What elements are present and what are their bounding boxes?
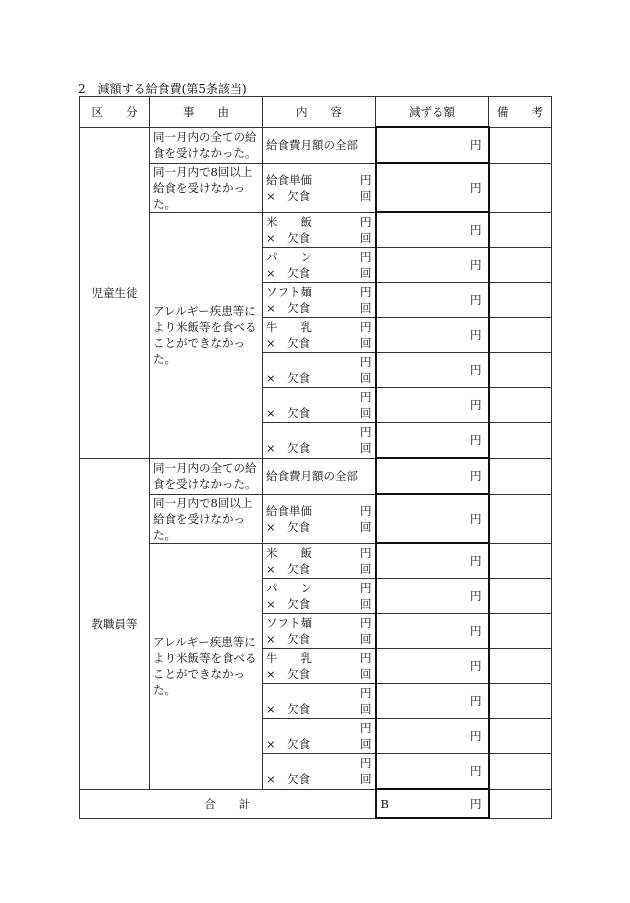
- header-content: 内 容: [263, 97, 376, 128]
- total-row: [80, 789, 552, 818]
- content-label: × 欠食: [266, 561, 311, 576]
- yen-unit: 円: [470, 729, 482, 743]
- section-heading: 2 減額する給食費(第5条該当): [78, 82, 247, 96]
- content-line: [266, 284, 372, 300]
- content-label: 牛 乳: [266, 320, 312, 334]
- table-row: [80, 212, 552, 248]
- amount-input-cell[interactable]: [376, 353, 489, 388]
- amount-input-cell[interactable]: [376, 127, 489, 163]
- content-line: [266, 440, 372, 456]
- yen-unit: 円: [470, 624, 482, 638]
- remarks-cell[interactable]: [489, 754, 552, 790]
- content-cell: [263, 614, 376, 649]
- amount-input-cell[interactable]: [376, 318, 489, 353]
- content-label: × 欠食: [266, 301, 311, 315]
- content-line: [266, 755, 372, 771]
- remarks-cell[interactable]: [489, 283, 552, 318]
- content-label: ソフト麺: [266, 285, 312, 299]
- remarks-cell[interactable]: [489, 163, 552, 212]
- remarks-cell[interactable]: [489, 579, 552, 614]
- content-cell: [263, 754, 376, 790]
- content-line: [266, 701, 372, 717]
- allergy-reason-cell: アレルギー疾患等により米飯等を食べることができなかった。: [150, 212, 263, 458]
- yen-unit: 円: [470, 433, 482, 447]
- content-label: × 欠食: [266, 772, 311, 787]
- table-row: [80, 543, 552, 579]
- yen-unit: 円: [470, 589, 482, 603]
- amount-input-cell[interactable]: [376, 248, 489, 283]
- yen-unit: 円: [470, 223, 482, 237]
- content-unit: 円: [360, 390, 372, 404]
- remarks-cell[interactable]: [489, 543, 552, 579]
- content-unit: 回: [360, 371, 372, 385]
- content-unit: 回: [360, 702, 372, 716]
- table-row: [80, 458, 552, 494]
- content-unit: 円: [360, 503, 372, 518]
- content-label: 米 飯: [266, 214, 312, 229]
- content-line: [266, 545, 372, 561]
- content-unit: 回: [360, 597, 372, 611]
- content-label: × 欠食: [266, 406, 311, 420]
- yen-unit: 円: [470, 659, 482, 673]
- content-unit: 円: [360, 250, 372, 264]
- content-cell: [263, 423, 376, 459]
- content-unit: 回: [360, 772, 372, 787]
- content-unit: 回: [360, 737, 372, 751]
- content-line: [266, 561, 372, 577]
- content-cell: [263, 388, 376, 423]
- yen-unit: 円: [470, 469, 482, 483]
- content-cell: [263, 458, 376, 494]
- content-cell: [263, 283, 376, 318]
- content-line: [266, 615, 372, 631]
- content-line: [266, 720, 372, 736]
- content-label: ソフト麺: [266, 616, 312, 630]
- content-line: [266, 214, 372, 230]
- content-unit: 回: [360, 266, 372, 280]
- yen-unit: 円: [470, 363, 482, 377]
- remarks-cell[interactable]: [489, 494, 552, 543]
- meal-fee-reduction-table: [79, 96, 552, 819]
- header-reason: 事 由: [150, 97, 263, 128]
- yen-unit: 円: [470, 764, 482, 778]
- content-unit: 回: [360, 406, 372, 420]
- content-label: × 欠食: [266, 667, 311, 681]
- content-cell: [263, 163, 376, 212]
- total-unit: 円: [470, 796, 482, 811]
- content-cell: [263, 649, 376, 684]
- amount-input-cell[interactable]: [376, 754, 489, 790]
- content-label: × 欠食: [266, 737, 311, 751]
- content-unit: 円: [360, 285, 372, 299]
- content-line: [266, 736, 372, 752]
- content-unit: 円: [360, 320, 372, 334]
- content-cell: [263, 684, 376, 719]
- content-line: [266, 300, 372, 316]
- content-unit: 回: [360, 561, 372, 576]
- content-line: [266, 249, 372, 265]
- content-unit: 円: [360, 616, 372, 630]
- content-line: [266, 172, 372, 188]
- content-unit: 円: [360, 425, 372, 440]
- total-label: 合 計: [80, 789, 376, 818]
- remarks-cell[interactable]: [489, 388, 552, 423]
- content-unit: 回: [360, 519, 372, 534]
- amount-input-cell[interactable]: [376, 458, 489, 494]
- table-row: [80, 494, 552, 543]
- content-line: [266, 370, 372, 386]
- reason-cell: 同一月内の全ての給食を受けなかった。: [150, 458, 263, 494]
- content-line: [266, 389, 372, 405]
- content-unit: 円: [360, 651, 372, 665]
- content-line: [266, 424, 372, 440]
- yen-unit: 円: [470, 258, 482, 272]
- table-row: [80, 163, 552, 212]
- content-unit: 回: [360, 230, 372, 245]
- content-unit: 円: [360, 721, 372, 735]
- remarks-cell[interactable]: [489, 614, 552, 649]
- content-label: 給食単価: [266, 172, 312, 187]
- amount-input-cell[interactable]: [376, 212, 489, 248]
- content-line: [266, 666, 372, 682]
- content-label: × 欠食: [266, 230, 311, 245]
- header-category: 区 分: [80, 97, 150, 128]
- content-line: [266, 596, 372, 612]
- content-text: 給食費月額の全部: [266, 138, 358, 152]
- header-row: [80, 97, 552, 128]
- allergy-reason-cell: アレルギー疾患等により米飯等を食べることができなかった。: [150, 543, 263, 789]
- content-line: [266, 335, 372, 351]
- content-cell: [263, 248, 376, 283]
- remarks-cell[interactable]: [489, 318, 552, 353]
- remarks-cell[interactable]: [489, 719, 552, 754]
- content-cell: [263, 579, 376, 614]
- content-text: 給食費月額の全部: [266, 469, 358, 483]
- amount-input-cell[interactable]: [376, 283, 489, 318]
- content-line: [266, 685, 372, 701]
- amount-input-cell[interactable]: [376, 163, 489, 212]
- amount-input-cell[interactable]: [376, 649, 489, 684]
- amount-input-cell[interactable]: [376, 494, 489, 543]
- content-unit: 円: [360, 686, 372, 700]
- remarks-cell[interactable]: [489, 212, 552, 248]
- content-unit: 円: [360, 355, 372, 369]
- content-line: [266, 771, 372, 787]
- remarks-cell[interactable]: [489, 458, 552, 494]
- content-label: 給食単価: [266, 503, 312, 518]
- content-cell: [263, 127, 376, 163]
- content-cell: [263, 212, 376, 248]
- content-label: × 欠食: [266, 702, 311, 716]
- amount-input-cell[interactable]: [376, 719, 489, 754]
- remarks-cell[interactable]: [489, 248, 552, 283]
- content-line: [266, 580, 372, 596]
- content-cell: [263, 543, 376, 579]
- content-label: × 欠食: [266, 441, 311, 456]
- total-prefix: B: [380, 796, 389, 811]
- remarks-cell[interactable]: [489, 127, 552, 163]
- content-unit: 回: [360, 667, 372, 681]
- content-line: [266, 405, 372, 421]
- content-label: × 欠食: [266, 371, 311, 385]
- content-label: × 欠食: [266, 519, 311, 534]
- remarks-cell[interactable]: [489, 423, 552, 459]
- content-line: [266, 354, 372, 370]
- content-line: [266, 503, 372, 519]
- amount-input-cell[interactable]: [376, 614, 489, 649]
- content-cell: [263, 353, 376, 388]
- amount-input-cell[interactable]: [376, 543, 489, 579]
- content-unit: 円: [360, 545, 372, 560]
- content-unit: 円: [360, 581, 372, 595]
- content-unit: 回: [360, 301, 372, 315]
- content-unit: 回: [360, 632, 372, 646]
- content-label: 米 飯: [266, 545, 312, 560]
- content-line: [266, 631, 372, 647]
- content-unit: 円: [360, 756, 372, 771]
- yen-unit: 円: [470, 511, 482, 526]
- amount-input-cell[interactable]: [376, 684, 489, 719]
- content-line: [266, 519, 372, 535]
- content-unit: 回: [360, 188, 372, 203]
- header-amount: 減ずる額: [376, 97, 489, 128]
- content-unit: 円: [360, 172, 372, 187]
- yen-unit: 円: [470, 138, 482, 152]
- yen-unit: 円: [470, 293, 482, 307]
- reason-cell: 同一月内で8回以上給食を受けなかった。: [150, 494, 263, 543]
- reason-cell: 同一月内の全ての給食を受けなかった。: [150, 127, 263, 163]
- content-label: × 欠食: [266, 632, 311, 646]
- amount-input-cell[interactable]: [376, 579, 489, 614]
- yen-unit: 円: [470, 180, 482, 195]
- total-amount: [377, 796, 488, 812]
- amount-input-cell[interactable]: [376, 388, 489, 423]
- content-line: [266, 188, 372, 204]
- total-remarks-cell[interactable]: [489, 789, 552, 818]
- remarks-cell[interactable]: [489, 353, 552, 388]
- content-unit: 回: [360, 441, 372, 456]
- yen-unit: 円: [470, 328, 482, 342]
- remarks-cell[interactable]: [489, 649, 552, 684]
- amount-input-cell[interactable]: [376, 423, 489, 459]
- category-cell: 教職員等: [80, 458, 150, 789]
- content-line: [266, 265, 372, 281]
- content-line: [266, 650, 372, 666]
- yen-unit: 円: [470, 694, 482, 708]
- category-cell: 児童生徒: [80, 127, 150, 458]
- table-row: [80, 127, 552, 163]
- content-label: × 欠食: [266, 597, 311, 611]
- content-line: [266, 319, 372, 335]
- total-amount-cell[interactable]: [376, 789, 489, 818]
- content-unit: 円: [360, 214, 372, 229]
- content-line: [266, 230, 372, 246]
- content-label: × 欠食: [266, 266, 311, 280]
- content-label: × 欠食: [266, 336, 311, 350]
- content-label: パ ン: [266, 581, 312, 595]
- content-cell: [263, 318, 376, 353]
- content-cell: [263, 494, 376, 543]
- reason-cell: 同一月内で8回以上給食を受けなかった。: [150, 163, 263, 212]
- content-unit: 回: [360, 336, 372, 350]
- yen-unit: 円: [470, 554, 482, 568]
- content-label: × 欠食: [266, 188, 311, 203]
- yen-unit: 円: [470, 398, 482, 412]
- content-label: 牛 乳: [266, 651, 312, 665]
- header-remarks: 備 考: [489, 97, 552, 128]
- remarks-cell[interactable]: [489, 684, 552, 719]
- content-cell: [263, 719, 376, 754]
- content-label: パ ン: [266, 250, 312, 264]
